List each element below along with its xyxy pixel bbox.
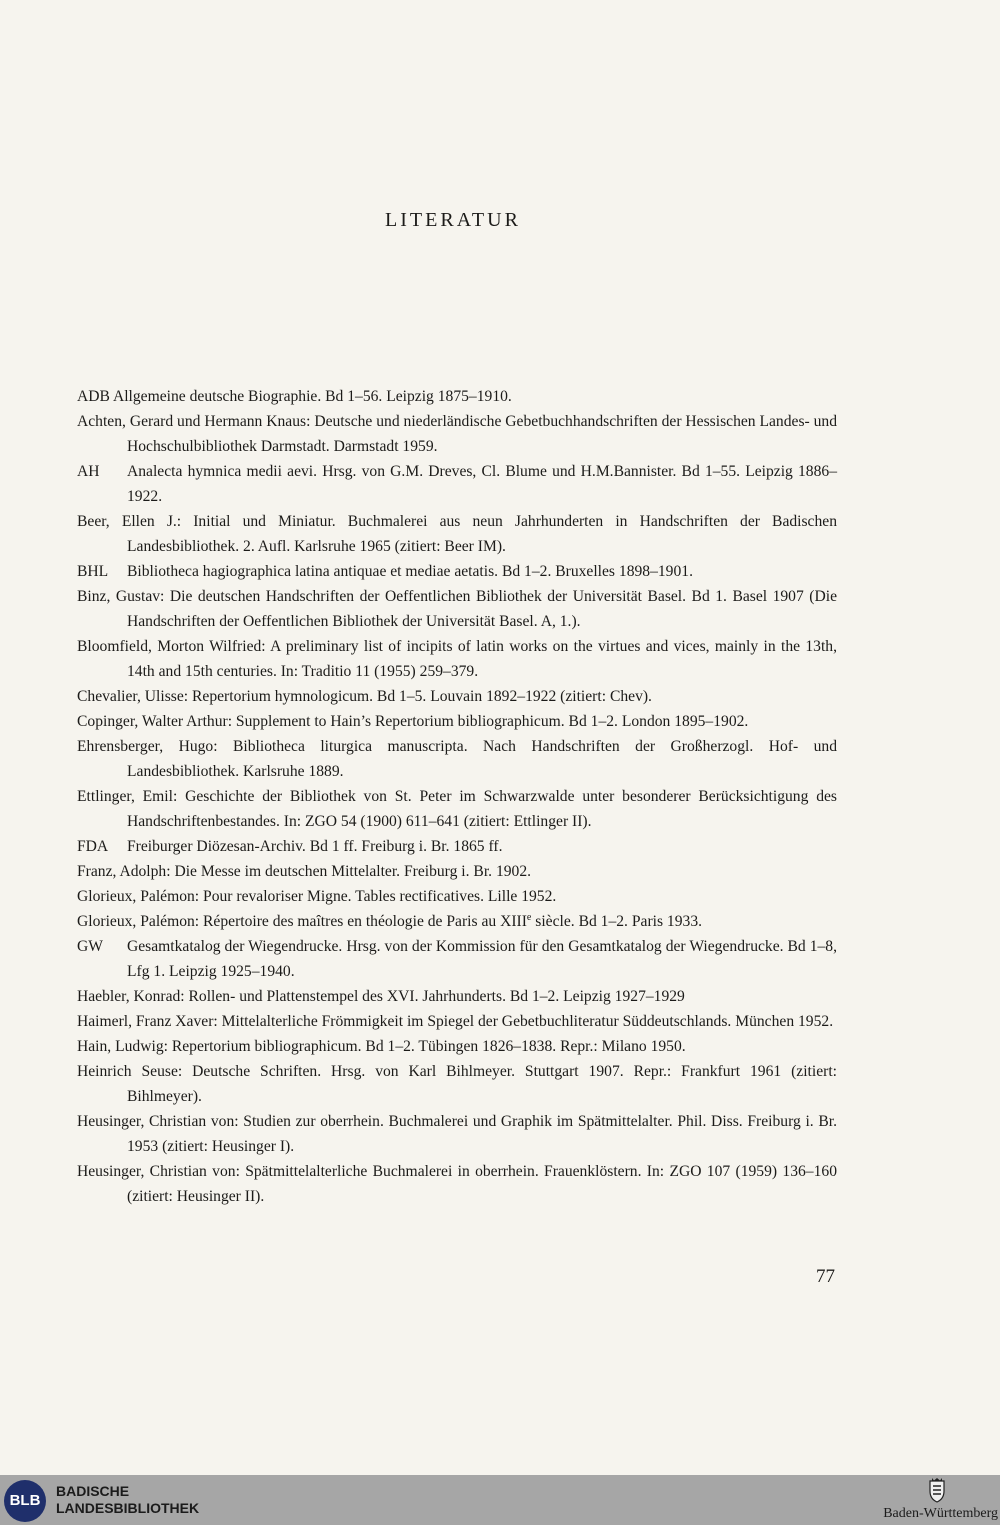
bibliography-entry	[77, 684, 837, 709]
entry-text: Hain, Ludwig: Repertorium bibliographicum. Bd 1–2. Tübingen 1826–1838. Repr.: Milano 1950.	[77, 1038, 686, 1055]
entry-superscript: e	[526, 911, 532, 923]
bibliography-entry	[77, 384, 837, 409]
state-name[interactable]: Baden-Württemberg	[883, 1506, 998, 1521]
page-number: 77	[816, 1266, 835, 1287]
entry-abbreviation: FDA	[77, 838, 109, 855]
entry-text: Ettlinger, Emil: Geschichte der Bibliothek von St. Peter im Schwarzwalde unter besonderer Berücksichtigung des Handschriftenbestandes. In: ZGO 54 (1900) 611–641 (zitiert: Ettlinger II).	[77, 788, 837, 830]
entry-text: Glorieux, Palémon: Pour revaloriser Migne. Tables rectificatives. Lille 1952.	[77, 888, 557, 905]
entry-text: Analecta hymnica medii aevi. Hrsg. von G.M. Dreves, Cl. Blume und H.M.Bannister. Bd 1–55. Leipzig 1886–1922.	[127, 463, 837, 505]
bibliography-entry	[77, 409, 837, 459]
bibliography-entry	[77, 634, 837, 684]
entry-text: Ehrensberger, Hugo: Bibliotheca liturgica manuscripta. Nach Handschriften der Großherzogl. Hof- und Landesbibliothek. Karlsruhe 1889.	[77, 738, 837, 780]
entry-text: Beer, Ellen J.: Initial und Miniatur. Buchmalerei aus neun Jahrhunderten in Handschriften der Badischen Landesbibliothek. 2. Aufl. Karlsruhe 1965 (zitiert: Beer IM).	[77, 513, 837, 555]
bibliography-entry	[77, 584, 837, 634]
entry-text: Franz, Adolph: Die Messe im deutschen Mittelalter. Freiburg i. Br. 1902.	[77, 863, 532, 880]
bibliography-entry	[77, 784, 837, 834]
entry-text: Copinger, Walter Arthur: Supplement to Hain’s Repertorium bibliographicum. Bd 1–2. London 1895–1902.	[77, 713, 749, 730]
entry-text-continued: siècle. Bd 1–2. Paris 1933.	[531, 913, 703, 930]
bibliography-entry	[77, 1159, 837, 1209]
bibliography-entry	[77, 884, 837, 909]
entry-text: ADB Allgemeine deutsche Biographie. Bd 1–56. Leipzig 1875–1910.	[77, 388, 512, 405]
bibliography-entry	[77, 459, 837, 509]
bibliography-entry	[77, 1059, 837, 1109]
entry-text: Haimerl, Franz Xaver: Mittelalterliche Frömmigkeit im Spiegel der Gebetbuchliteratur Süddeutschlands. München 1952.	[77, 1013, 834, 1030]
entry-abbreviation: AH	[77, 463, 100, 480]
library-name[interactable]	[56, 1483, 199, 1517]
entry-text: Heinrich Seuse: Deutsche Schriften. Hrsg. von Karl Bihlmeyer. Stuttgart 1907. Repr.: Frankfurt 1961 (zitiert: Bihlmeyer).	[77, 1063, 837, 1105]
footer-bar	[0, 1475, 1000, 1525]
bibliography-entry	[77, 934, 837, 984]
entry-abbreviation: GW	[77, 938, 103, 955]
bibliography-entry	[77, 1034, 837, 1059]
entry-text: Bloomfield, Morton Wilfried: A preliminary list of incipits of latin works on the virtues and vices, mainly in the 13th, 14th and 15th centuries. In: Traditio 11 (1955) 259–379.	[77, 638, 837, 680]
entry-text: Haebler, Konrad: Rollen- und Plattenstempel des XVI. Jahrhunderts. Bd 1–2. Leipzig 1927–1929	[77, 988, 685, 1005]
entry-text: Heusinger, Christian von: Spätmittelalterliche Buchmalerei in oberrhein. Frauenklöstern. In: ZGO 107 (1959) 136–160 (zitiert: Heusinger II).	[77, 1163, 837, 1205]
page-title: LITERATUR	[385, 209, 521, 231]
entry-text: Glorieux, Palémon: Répertoire des maîtres en théologie de Paris au XIII	[77, 913, 527, 930]
bibliography-entry	[77, 909, 837, 934]
bibliography-entry	[77, 509, 837, 559]
bibliography-entry	[77, 1009, 837, 1034]
entry-abbreviation: BHL	[77, 563, 109, 580]
entry-text: Freiburger Diözesan-Archiv. Bd 1 ff. Freiburg i. Br. 1865 ff.	[127, 838, 503, 855]
bibliography-list	[77, 384, 837, 1209]
bibliography-entry	[77, 559, 837, 584]
entry-text: Gesamtkatalog der Wiegendrucke. Hrsg. von der Kommission für den Gesamtkatalog der Wiegendrucke. Bd 1–8, Lfg 1. Leipzig 1925–1940.	[127, 938, 837, 980]
bibliography-entry	[77, 859, 837, 884]
entry-text: Chevalier, Ulisse: Repertorium hymnologicum. Bd 1–5. Louvain 1892–1922 (zitiert: Chev).	[77, 688, 652, 705]
entry-text: Bibliotheca hagiographica latina antiquae et mediae aetatis. Bd 1–2. Bruxelles 1898–1901.	[127, 563, 693, 580]
library-name-line1: BADISCHE	[56, 1483, 130, 1499]
bibliography-entry	[77, 709, 837, 734]
blb-logo-icon[interactable]: BLB	[4, 1480, 46, 1522]
coat-of-arms-icon	[927, 1477, 947, 1503]
bibliography-entry	[77, 834, 837, 859]
entry-text: Binz, Gustav: Die deutschen Handschriften der Oeffentlichen Bibliothek der Universität Basel. Bd 1. Basel 1907 (Die Handschriften der Oeffentlichen Bibliothek der Universität Basel. A, 1.).	[77, 588, 837, 630]
bibliography-entry	[77, 1109, 837, 1159]
bibliography-entry	[77, 984, 837, 1009]
library-name-line2: LANDESBIBLIOTHEK	[56, 1500, 200, 1516]
entry-text: Achten, Gerard und Hermann Knaus: Deutsche und niederländische Gebetbuchhandschriften der Hessischen Landes- und Hochschulbibliothek Darmstadt. Darmstadt 1959.	[77, 413, 837, 455]
bibliography-entry	[77, 734, 837, 784]
entry-text: Heusinger, Christian von: Studien zur oberrhein. Buchmalerei und Graphik im Spätmittelalter. Phil. Diss. Freiburg i. Br. 1953 (zitiert: Heusinger I).	[77, 1113, 837, 1155]
